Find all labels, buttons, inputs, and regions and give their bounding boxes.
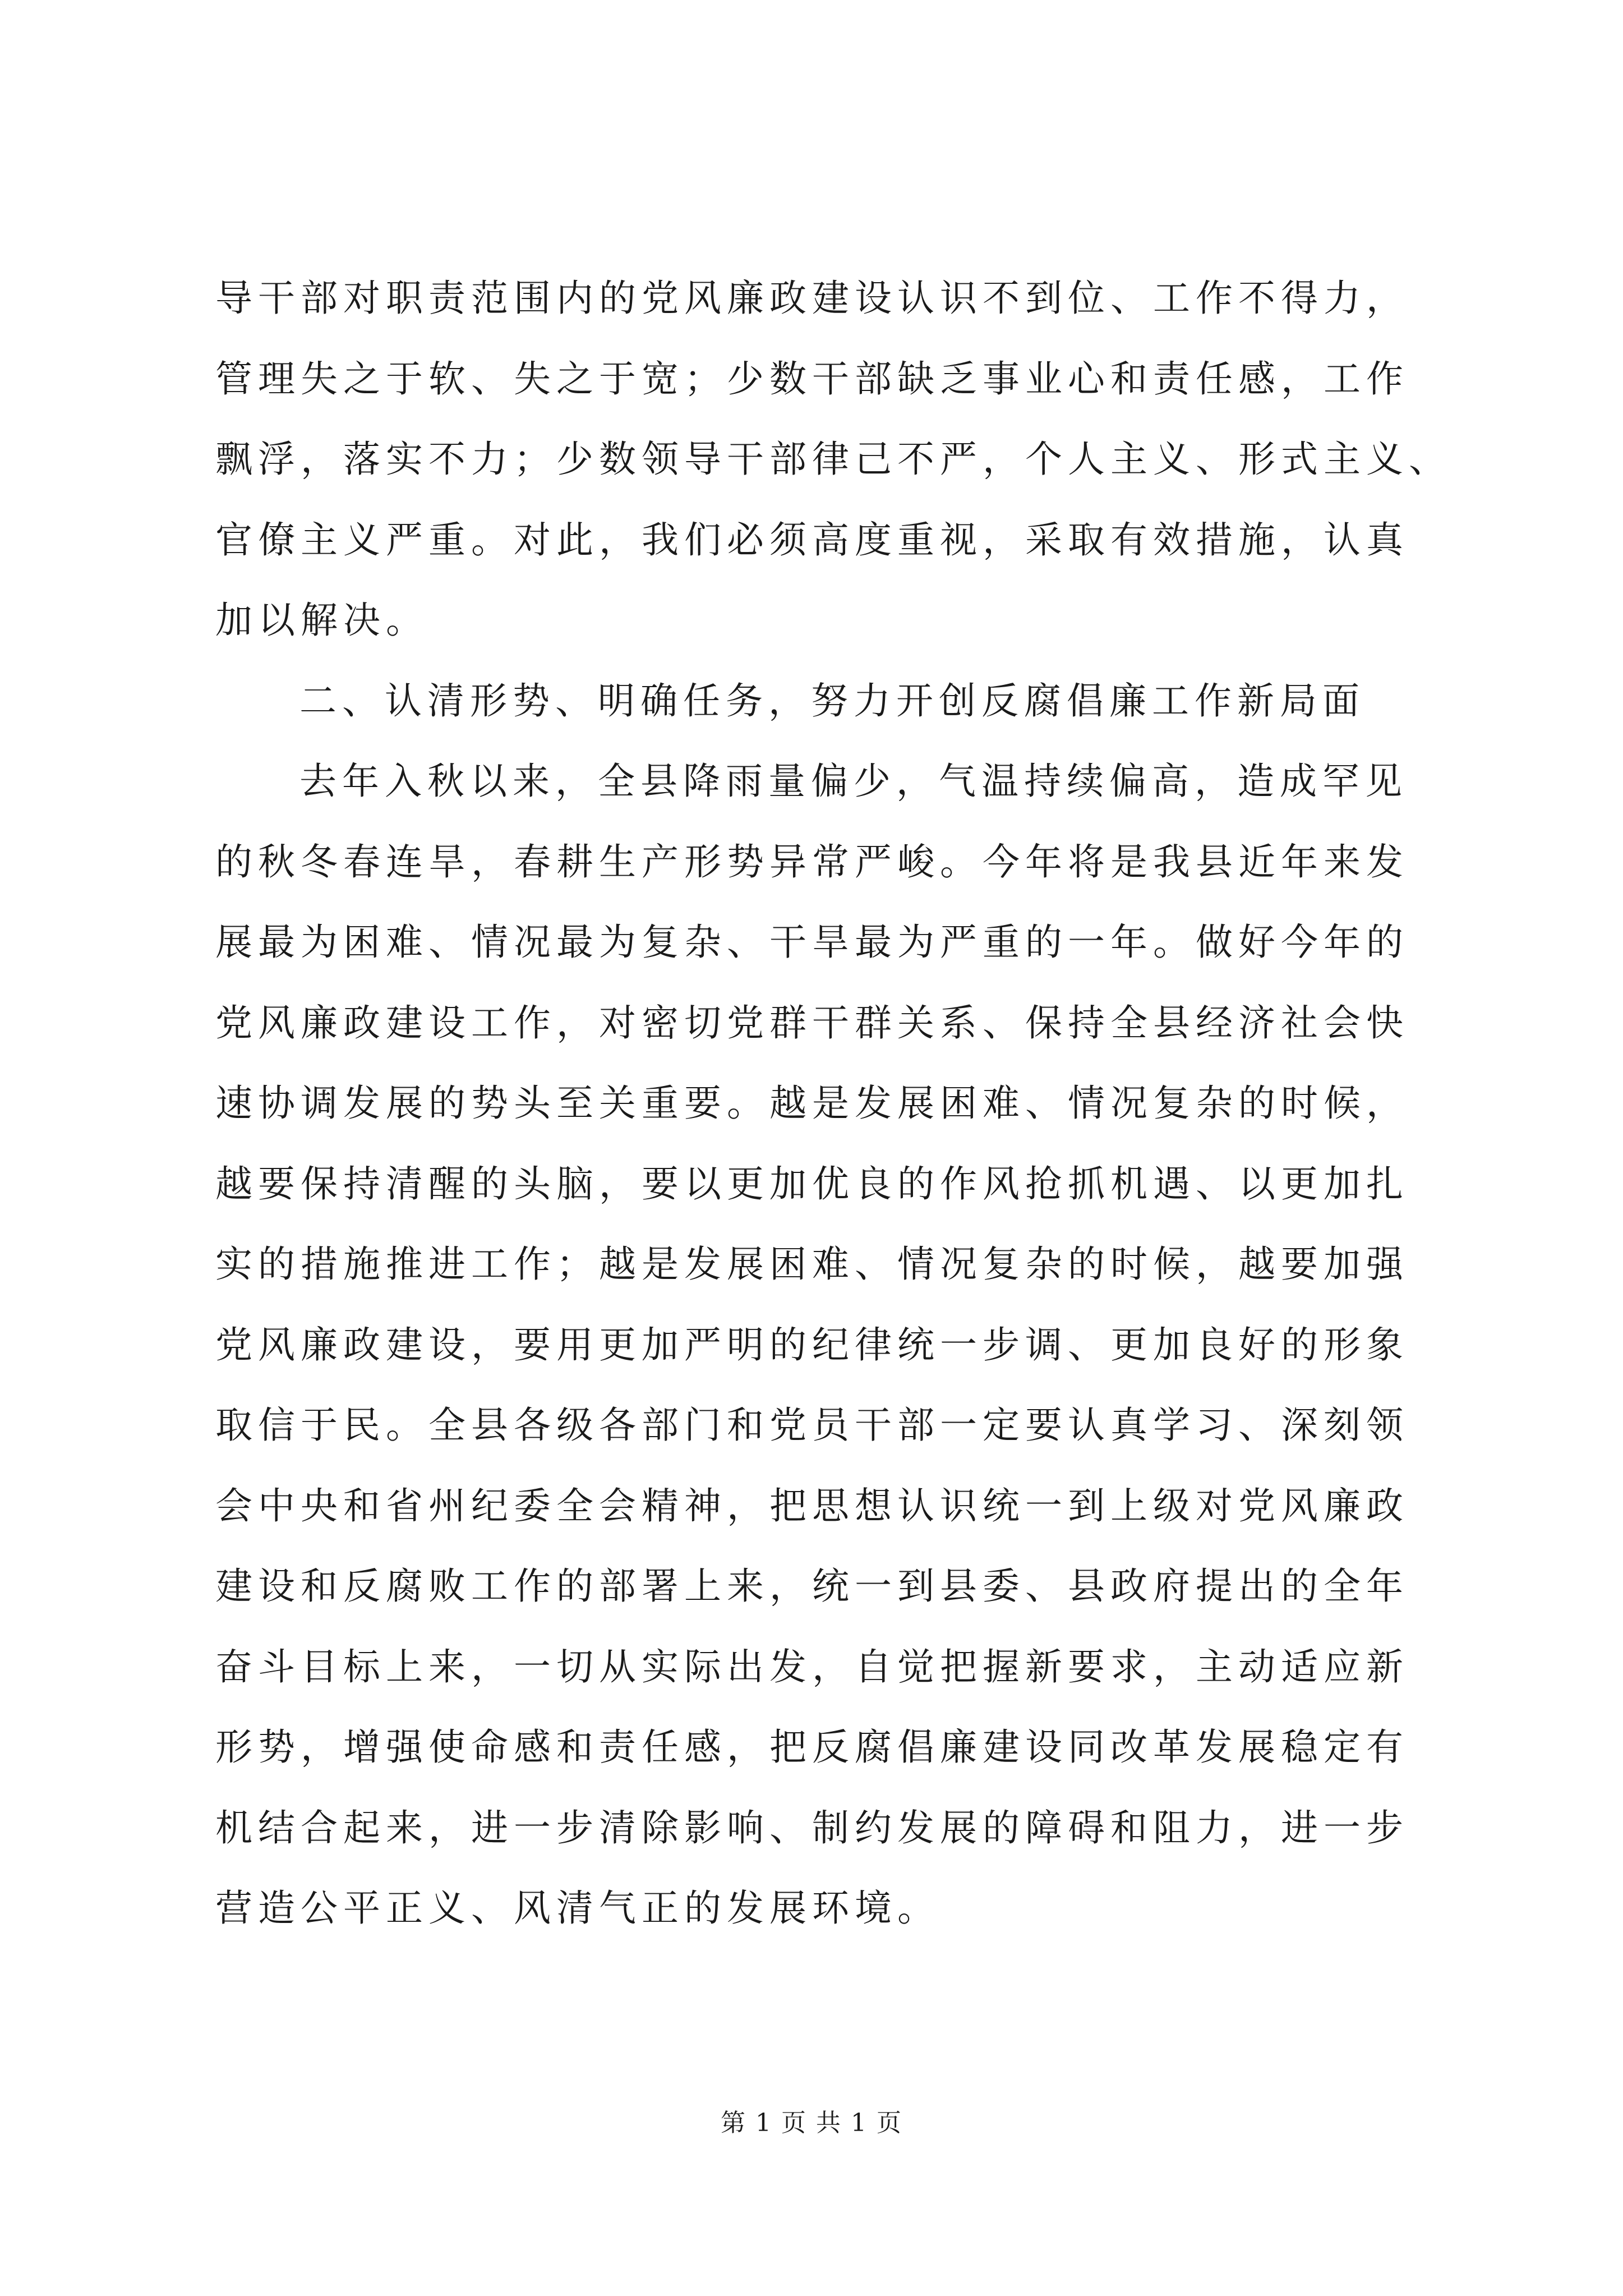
text-line: 导干部对职责范围内的党风廉政建设认识不到位、工作不得力， (215, 277, 1409, 320)
text-line: 形势，增强使命感和责任感，把反腐倡廉建设同改革发展稳定有 (215, 1726, 1409, 1769)
text-line: 党风廉政建设工作，对密切党群干群关系、保持全县经济社会快 (215, 1001, 1409, 1045)
text-line: 实的措施推进工作；越是发展困难、情况复杂的时候，越要加强 (215, 1243, 1409, 1286)
text-line: 飘浮，落实不力；少数领导干部律己不严，个人主义、形式主义、 (215, 438, 1451, 481)
text-line: 越要保持清醒的头脑，要以更加优良的作风抢抓机遇、以更加扎 (215, 1162, 1409, 1205)
document-body (215, 258, 1500, 1949)
text-line: 管理失之于软、失之于宽；少数干部缺乏事业心和责任感，工作 (215, 357, 1409, 401)
text-line: 营造公平正义、风清气正的发展环境。 (215, 1887, 940, 1930)
text-line: 奋斗目标上来，一切从实际出发，自觉把握新要求，主动适应新 (215, 1645, 1409, 1688)
text-line: 速协调发展的势头至关重要。越是发展困难、情况复杂的时候， (215, 1082, 1409, 1125)
text-line: 会中央和省州纪委全会精神，把思想认识统一到上级对党风廉政 (215, 1484, 1409, 1527)
page-footer: 第 1 页 共 1 页 (721, 2109, 902, 2137)
text-line: 加以解决。 (215, 599, 428, 642)
section-heading: 二、认清形势、明确任务，努力开创反腐倡廉工作新局面 (299, 679, 1365, 723)
text-line: 取信于民。全县各级各部门和党员干部一定要认真学习、深刻领 (215, 1404, 1409, 1447)
text-line: 机结合起来，进一步清除影响、制约发展的障碍和阻力，进一步 (215, 1806, 1409, 1849)
paragraph-first-line: 去年入秋以来，全县降雨量偏少，气温持续偏高，造成罕见 (299, 760, 1408, 803)
text-line: 展最为困难、情况最为复杂、干旱最为严重的一年。做好今年的 (215, 921, 1409, 964)
text-line: 党风廉政建设，要用更加严明的纪律统一步调、更加良好的形象 (215, 1323, 1409, 1366)
text-line: 官僚主义严重。对此，我们必须高度重视，采取有效措施，认真 (215, 518, 1409, 562)
text-line: 建设和反腐败工作的部署上来，统一到县委、县政府提出的全年 (215, 1565, 1409, 1608)
text-line: 的秋冬春连旱，春耕生产形势异常严峻。今年将是我县近年来发 (215, 840, 1409, 884)
